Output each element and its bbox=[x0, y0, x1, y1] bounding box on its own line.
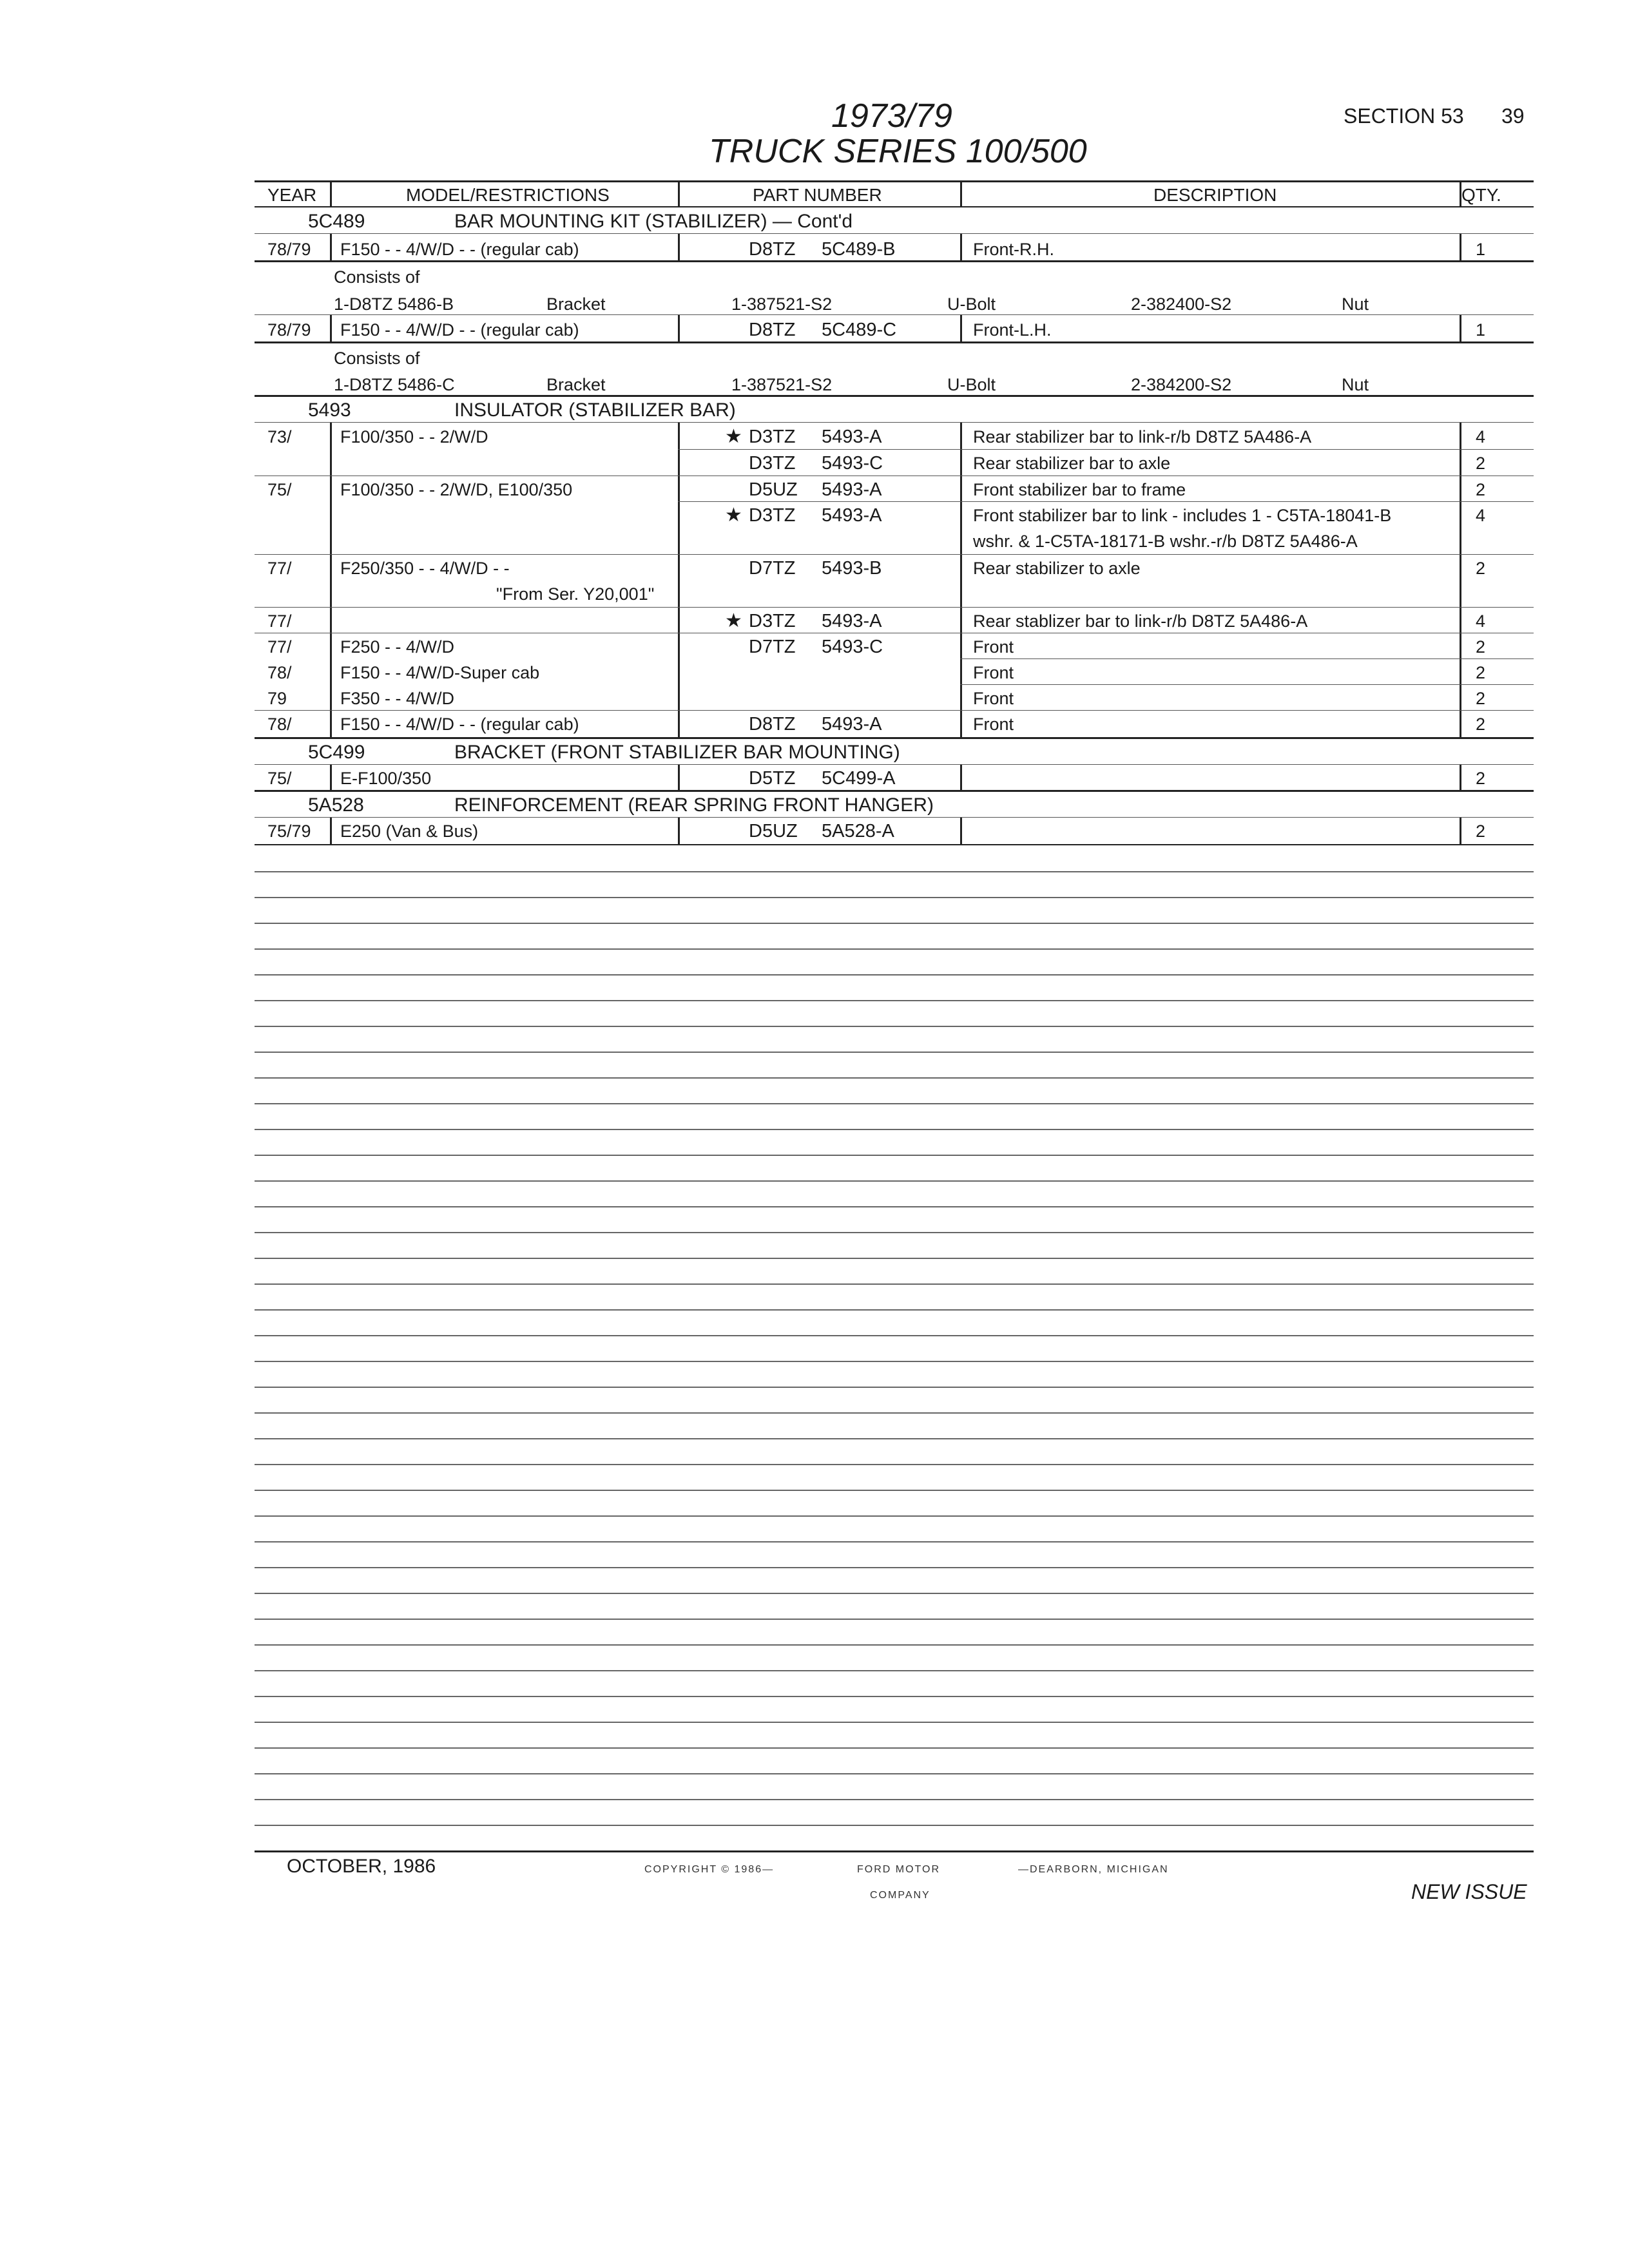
part-base: 5493-C bbox=[822, 453, 883, 474]
part-prefix: D7TZ bbox=[749, 637, 796, 657]
qty-cell: 4 bbox=[1476, 427, 1486, 447]
qty-cell: 2 bbox=[1476, 689, 1486, 708]
divider bbox=[1460, 765, 1461, 791]
col-qty-header: QTY. bbox=[1461, 185, 1501, 205]
title-years: 1973/79 bbox=[831, 97, 952, 135]
footer-rule bbox=[255, 1850, 1534, 1852]
desc-cell: Front stabilizer bar to frame bbox=[973, 480, 1186, 499]
desc-cell: Rear stablizer bar to link-r/b D8TZ 5A486-A bbox=[973, 611, 1308, 631]
model-cell: F150 - - 4/W/D - - (regular cab) bbox=[340, 240, 579, 259]
qty-cell: 1 bbox=[1476, 320, 1486, 340]
part-base: 5493-A bbox=[822, 479, 882, 500]
row-rule bbox=[255, 260, 1534, 262]
qty-cell: 2 bbox=[1476, 822, 1486, 841]
divider bbox=[330, 423, 332, 738]
model-cell-cont: "From Ser. Y20,001" bbox=[496, 584, 655, 604]
col-part-header: PART NUMBER bbox=[753, 185, 882, 205]
part-prefix: D7TZ bbox=[749, 558, 796, 579]
part-prefix: D8TZ bbox=[749, 320, 796, 340]
blank-rule bbox=[255, 1541, 1534, 1542]
year-cell: 77/ bbox=[267, 559, 292, 578]
divider bbox=[1460, 234, 1461, 261]
desc-cell: Front-L.H. bbox=[973, 320, 1052, 340]
year-cell: 78/ bbox=[267, 715, 292, 734]
row-rule bbox=[255, 341, 1534, 343]
blank-rule bbox=[255, 1232, 1534, 1233]
qty-cell: 4 bbox=[1476, 506, 1486, 525]
group-code: 5A528 bbox=[308, 794, 364, 816]
row-rule bbox=[255, 554, 1534, 555]
model-cell: F100/350 - - 2/W/D bbox=[340, 427, 488, 447]
row-rule bbox=[255, 395, 1534, 397]
part-prefix: D5UZ bbox=[749, 821, 798, 841]
row-rule bbox=[960, 658, 1534, 659]
page-number: 39 bbox=[1501, 104, 1525, 128]
part-prefix: D3TZ bbox=[749, 427, 796, 447]
blank-rule bbox=[255, 1696, 1534, 1697]
col-desc-header: DESCRIPTION bbox=[1153, 185, 1277, 205]
desc-cell: Front bbox=[973, 663, 1014, 682]
group-name: INSULATOR (STABILIZER BAR) bbox=[454, 399, 736, 421]
section-label: SECTION 53 bbox=[1344, 104, 1464, 128]
year-cell: 78/79 bbox=[267, 320, 311, 340]
footer-copyright: COPYRIGHT © 1986— bbox=[644, 1864, 775, 1875]
blank-rule bbox=[255, 1077, 1534, 1079]
blank-rule bbox=[255, 1000, 1534, 1001]
row-rule bbox=[255, 314, 1534, 315]
blank-rule bbox=[255, 1747, 1534, 1749]
blank-rule bbox=[255, 1103, 1534, 1104]
star-icon: ★ bbox=[725, 505, 742, 526]
divider bbox=[960, 818, 962, 844]
blank-rule bbox=[255, 1438, 1534, 1439]
desc-cell: Rear stabilizer bar to axle bbox=[973, 454, 1171, 473]
divider bbox=[330, 182, 332, 206]
blank-rule bbox=[255, 1258, 1534, 1259]
blank-rule bbox=[255, 1515, 1534, 1517]
divider bbox=[1460, 182, 1461, 206]
qty-cell: 2 bbox=[1476, 663, 1486, 682]
divider bbox=[678, 182, 680, 206]
row-rule bbox=[255, 790, 1534, 792]
blank-rule bbox=[255, 974, 1534, 975]
model-cell: F250/350 - - 4/W/D - - bbox=[340, 559, 510, 578]
divider bbox=[678, 315, 680, 342]
year-cell: 79 bbox=[267, 689, 287, 708]
consist-name: Nut bbox=[1342, 294, 1369, 314]
year-cell: 77/ bbox=[267, 637, 292, 657]
part-base: 5493-B bbox=[822, 558, 882, 579]
consist-part: 1-D8TZ 5486-B bbox=[334, 294, 454, 314]
row-rule bbox=[678, 501, 1534, 502]
divider bbox=[1460, 315, 1461, 342]
blank-rule bbox=[255, 1619, 1534, 1620]
year-cell: 78/ bbox=[267, 663, 292, 682]
blank-rule bbox=[255, 1490, 1534, 1491]
row-rule bbox=[255, 764, 1534, 765]
blank-rule bbox=[255, 1155, 1534, 1156]
blank-rule bbox=[255, 1129, 1534, 1130]
blank-rule bbox=[255, 1052, 1534, 1053]
group-name: BRACKET (FRONT STABILIZER BAR MOUNTING) bbox=[454, 742, 900, 763]
star-icon: ★ bbox=[725, 610, 742, 631]
blank-rule bbox=[255, 897, 1534, 898]
table-top-rule bbox=[255, 180, 1534, 182]
year-cell: 73/ bbox=[267, 427, 292, 447]
consist-part: 1-387521-S2 bbox=[731, 294, 833, 314]
blank-rule bbox=[255, 1361, 1534, 1362]
row-rule bbox=[255, 737, 1534, 739]
consist-name: U-Bolt bbox=[947, 375, 996, 394]
qty-cell: 2 bbox=[1476, 454, 1486, 473]
footer-location: —DEARBORN, MICHIGAN bbox=[1018, 1864, 1169, 1875]
blank-rule bbox=[255, 1283, 1534, 1285]
divider bbox=[330, 818, 332, 844]
consist-name: Bracket bbox=[546, 375, 606, 394]
part-prefix: D8TZ bbox=[749, 714, 796, 735]
divider bbox=[960, 765, 962, 791]
qty-cell: 2 bbox=[1476, 480, 1486, 499]
blank-rule bbox=[255, 948, 1534, 950]
blank-rule bbox=[255, 1593, 1534, 1594]
part-base: 5493-A bbox=[822, 611, 882, 631]
header-rule bbox=[255, 206, 1534, 207]
col-year-header: YEAR bbox=[267, 185, 317, 205]
consists-label: Consists of bbox=[334, 267, 420, 287]
group-code: 5493 bbox=[308, 399, 351, 421]
consist-part: 1-387521-S2 bbox=[731, 375, 833, 394]
blank-rule bbox=[255, 1026, 1534, 1027]
footer-company: FORD MOTOR bbox=[857, 1864, 941, 1875]
divider bbox=[678, 765, 680, 791]
divider bbox=[1460, 423, 1461, 738]
part-prefix: D5UZ bbox=[749, 479, 798, 500]
qty-cell: 1 bbox=[1476, 240, 1486, 259]
consist-name: U-Bolt bbox=[947, 294, 996, 314]
group-code: 5C489 bbox=[308, 211, 365, 232]
row-rule bbox=[960, 684, 1534, 685]
model-cell: F150 - - 4/W/D-Super cab bbox=[340, 663, 540, 682]
qty-cell: 2 bbox=[1476, 559, 1486, 578]
year-cell: 78/79 bbox=[267, 240, 311, 259]
year-cell: 75/79 bbox=[267, 822, 311, 841]
blank-rule bbox=[255, 1335, 1534, 1336]
blank-rule bbox=[255, 871, 1534, 872]
blank-rule bbox=[255, 1644, 1534, 1646]
part-base: 5C499-A bbox=[822, 768, 896, 789]
row-rule bbox=[255, 422, 1534, 423]
part-prefix: D8TZ bbox=[749, 239, 796, 260]
blank-rule bbox=[255, 1799, 1534, 1800]
desc-cell: Rear stabilizer bar to link-r/b D8TZ 5A486-A bbox=[973, 427, 1312, 447]
row-rule bbox=[678, 449, 1534, 450]
divider bbox=[678, 234, 680, 261]
model-cell: F150 - - 4/W/D - - (regular cab) bbox=[340, 715, 579, 734]
star-icon: ★ bbox=[725, 426, 742, 447]
row-rule bbox=[255, 844, 1534, 845]
divider bbox=[678, 423, 680, 738]
part-prefix: D3TZ bbox=[749, 505, 796, 526]
part-base: 5493-A bbox=[822, 427, 882, 447]
divider bbox=[960, 182, 962, 206]
divider bbox=[960, 423, 962, 738]
footer-company-cont: COMPANY bbox=[870, 1890, 930, 1901]
row-rule bbox=[255, 710, 1534, 711]
model-cell: F250 - - 4/W/D bbox=[340, 637, 455, 657]
part-base: 5C489-C bbox=[822, 320, 897, 340]
col-model-header: MODEL/RESTRICTIONS bbox=[406, 185, 610, 205]
part-base: 5493-A bbox=[822, 714, 882, 735]
desc-cell: Front bbox=[973, 715, 1014, 734]
qty-cell: 2 bbox=[1476, 715, 1486, 734]
blank-rule bbox=[255, 1387, 1534, 1388]
group-name: REINFORCEMENT (REAR SPRING FRONT HANGER) bbox=[454, 794, 934, 816]
footer-date: OCTOBER, 1986 bbox=[287, 1856, 436, 1877]
blank-rule bbox=[255, 1206, 1534, 1207]
divider bbox=[960, 234, 962, 261]
divider bbox=[678, 818, 680, 844]
year-cell: 77/ bbox=[267, 611, 292, 631]
blank-rule bbox=[255, 1670, 1534, 1671]
group-code: 5C499 bbox=[308, 742, 365, 763]
group-name: BAR MOUNTING KIT (STABILIZER) — Cont'd bbox=[454, 211, 853, 232]
part-prefix: D5TZ bbox=[749, 768, 796, 789]
desc-cell: Front-R.H. bbox=[973, 240, 1055, 259]
blank-rule bbox=[255, 1309, 1534, 1311]
model-cell: F100/350 - - 2/W/D, E100/350 bbox=[340, 480, 573, 499]
part-base: 5A528-A bbox=[822, 821, 894, 841]
year-cell: 75/ bbox=[267, 480, 292, 499]
part-base: 5C489-B bbox=[822, 239, 896, 260]
model-cell: F150 - - 4/W/D - - (regular cab) bbox=[340, 320, 579, 340]
desc-cell: Rear stabilizer to axle bbox=[973, 559, 1141, 578]
consist-name: Bracket bbox=[546, 294, 606, 314]
blank-rule bbox=[255, 1773, 1534, 1774]
desc-cell-cont: wshr. & 1-C5TA-18171-B wshr.-r/b D8TZ 5A486-A bbox=[973, 532, 1358, 551]
qty-cell: 2 bbox=[1476, 637, 1486, 657]
desc-cell: Front bbox=[973, 637, 1014, 657]
divider bbox=[330, 315, 332, 342]
blank-rule bbox=[255, 1825, 1534, 1826]
model-cell: F350 - - 4/W/D bbox=[340, 689, 455, 708]
consist-part: 2-382400-S2 bbox=[1131, 294, 1232, 314]
row-rule bbox=[255, 817, 1534, 818]
blank-rule bbox=[255, 1180, 1534, 1182]
divider bbox=[960, 315, 962, 342]
consist-name: Nut bbox=[1342, 375, 1369, 394]
divider bbox=[1460, 818, 1461, 844]
model-cell: E-F100/350 bbox=[340, 769, 432, 788]
blank-rule bbox=[255, 1412, 1534, 1414]
blank-rule bbox=[255, 1722, 1534, 1723]
blank-rule bbox=[255, 923, 1534, 924]
consist-part: 2-384200-S2 bbox=[1131, 375, 1232, 394]
blank-rule bbox=[255, 1464, 1534, 1465]
part-prefix: D3TZ bbox=[749, 453, 796, 474]
model-cell: E250 (Van & Bus) bbox=[340, 822, 479, 841]
blank-rule bbox=[255, 1567, 1534, 1568]
consists-label: Consists of bbox=[334, 349, 420, 368]
year-cell: 75/ bbox=[267, 769, 292, 788]
title-series: TRUCK SERIES 100/500 bbox=[709, 133, 1087, 170]
part-base: 5493-A bbox=[822, 505, 882, 526]
desc-cell: Front bbox=[973, 689, 1014, 708]
divider bbox=[330, 234, 332, 261]
part-base: 5493-C bbox=[822, 637, 883, 657]
qty-cell: 2 bbox=[1476, 769, 1486, 788]
qty-cell: 4 bbox=[1476, 611, 1486, 631]
footer-issue: NEW ISSUE bbox=[1411, 1880, 1527, 1903]
part-prefix: D3TZ bbox=[749, 611, 796, 631]
desc-cell: Front stabilizer bar to link - includes 1 - C5TA-18041-B bbox=[973, 506, 1392, 525]
row-rule bbox=[255, 607, 1534, 608]
divider bbox=[330, 765, 332, 791]
row-rule bbox=[255, 233, 1534, 234]
consist-part: 1-D8TZ 5486-C bbox=[334, 375, 455, 394]
